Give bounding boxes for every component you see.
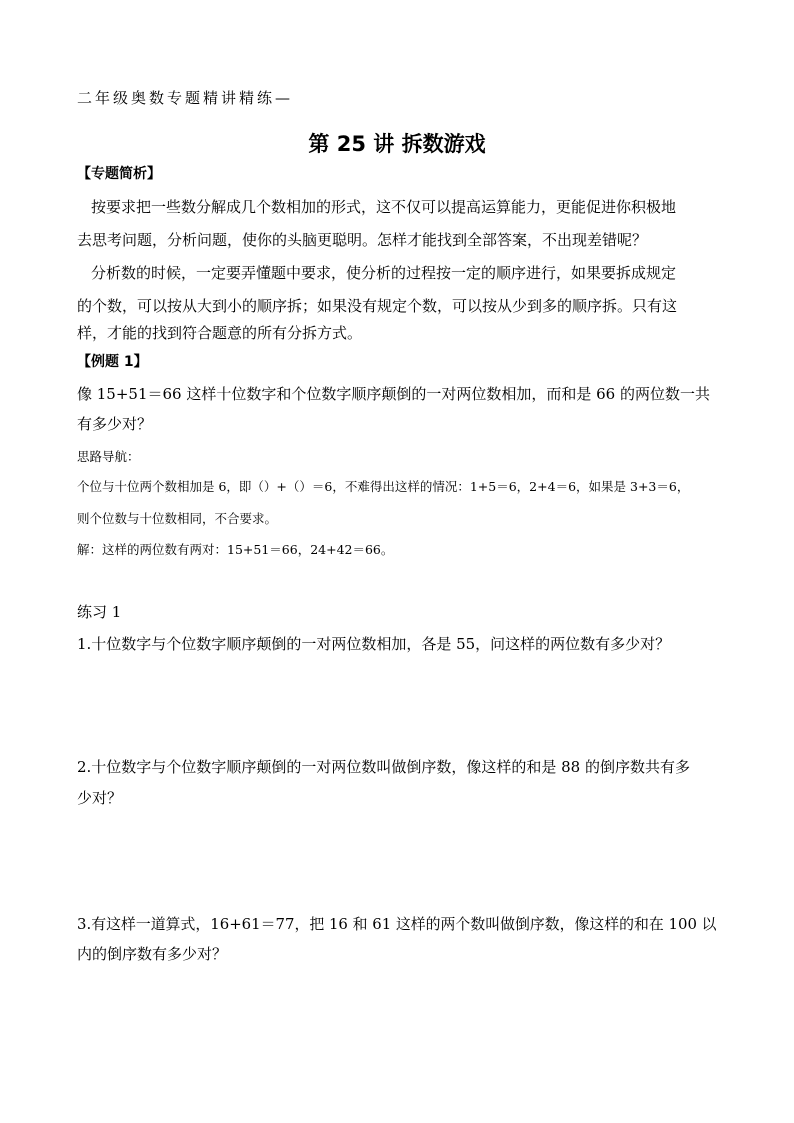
intro-paragraph-2-line-1: 分析数的时候，一定要弄懂题中要求，使分析的过程按一定的顺序进行，如果要拆成规定 — [91, 264, 677, 282]
example-question-line-1: 像 15+51＝66 这样十位数字和个位数字顺序颠倒的一对两位数相加，而和是 66 的两位数一共 — [77, 385, 710, 403]
practice-question-2-line-2: 少对？ — [77, 789, 123, 807]
intro-heading: 【专题简析】 — [77, 166, 161, 182]
guide-line-1: 个位与十位两个数相加是 6，即（）+（）＝6，不难得出这样的情况：1+5＝6，2+4＝6，如果是 3+3＝6， — [77, 479, 690, 494]
practice-question-3-line-1: 3.有这样一道算式，16+61＝77，把 16 和 61 这样的两个数叫做倒序数，像这样的和在 100 以 — [77, 915, 717, 933]
intro-paragraph-2-line-2: 的个数，可以按从大到小的顺序拆；如果没有规定个数，可以按从少到多的顺序拆。只有这 — [77, 297, 678, 315]
example-answer: 解：这样的两位数有两对：15+51＝66，24+42＝66。 — [77, 542, 394, 557]
practice-question-3-line-2: 内的倒序数有多少对？ — [77, 945, 228, 963]
example-question-line-2: 有多少对？ — [77, 415, 153, 433]
intro-paragraph-2-line-3: 样，才能的找到符合题意的所有分拆方式。 — [77, 324, 363, 342]
example-heading: 【例题 1】 — [77, 354, 148, 370]
practice-question-1: 1.十位数字与个位数字顺序颠倒的一对两位数相加，各是 55，问这样的两位数有多少对？ — [77, 635, 671, 653]
practice-heading: 练习 1 — [77, 603, 122, 621]
series-header: 二年级奥数专题精讲精练— — [77, 89, 294, 107]
practice-question-2-line-1: 2.十位数字与个位数字顺序颠倒的一对两位数叫做倒序数，像这样的和是 88 的倒序数共有多 — [77, 758, 690, 776]
guide-line-2: 则个位数与十位数相同，不合要求。 — [77, 511, 278, 526]
lesson-title: 第 25 讲 拆数游戏 — [308, 132, 486, 156]
intro-paragraph-1-line-1: 按要求把一些数分解成几个数相加的形式，这不仅可以提高运算能力，更能促进你积极地 — [91, 198, 677, 216]
guide-label: 思路导航： — [77, 449, 140, 464]
intro-paragraph-1-line-2: 去思考问题，分析问题，使你的头脑更聪明。怎样才能找到全部答案，不出现差错呢？ — [77, 231, 648, 249]
